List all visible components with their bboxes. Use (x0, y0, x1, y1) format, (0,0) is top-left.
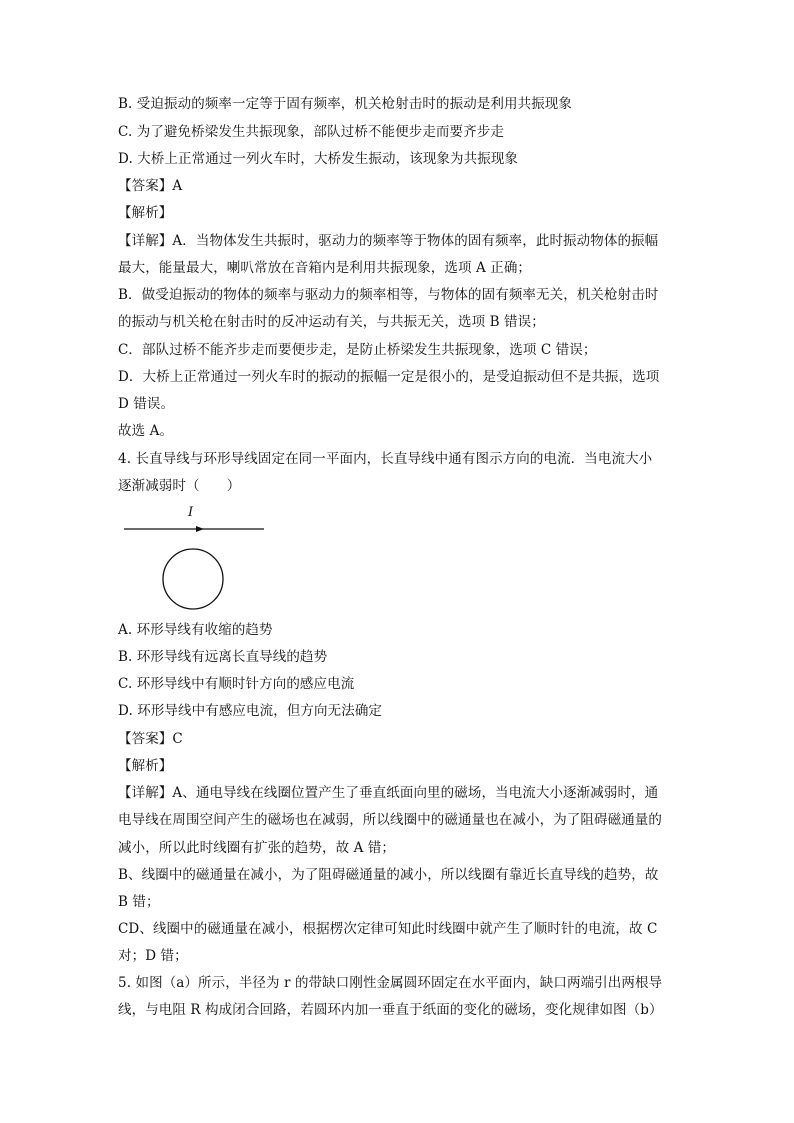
explanation-line: B．做受迫振动的物体的频率与驱动力的频率相等，与物体的固有频率无关，机关枪射击时 (118, 287, 659, 303)
question-4: 逐渐减弱时（ ） (118, 478, 241, 494)
option-c: C. 为了避免桥梁发生共振现象，部队过桥不能便步走而要齐步走 (118, 124, 504, 140)
figure-drawing (118, 505, 278, 617)
explanation-line: 电导线在周围空间产生的磁场也在减弱，所以线圈中的磁通量也在减小，为了阻碍磁通量的 (118, 812, 662, 828)
explanation-line: 减小，所以此时线圈有扩张的趋势，故 A 错； (118, 840, 396, 856)
option-b: B. 受迫振动的频率一定等于固有频率，机关枪射击时的振动是利用共振现象 (118, 96, 573, 112)
current-arrow (196, 526, 204, 532)
wire-loop-figure (118, 505, 278, 617)
explanation-line: CD、线圈中的磁通量在减小，根据楞次定律可知此时线圈中就产生了顺时针的电流，故 C (118, 921, 658, 937)
conclusion: 故选 A。 (118, 423, 174, 439)
question-4: 4. 长直导线与环形导线固定在同一平面内，长直导线中通有图示方向的电流．当电流大小 (118, 451, 653, 467)
explanation-line: 对；D 错； (118, 948, 188, 964)
answer: 【答案】C (118, 731, 183, 747)
answer: 【答案】A (118, 178, 183, 194)
explanation-line: B、线圈中的磁通量在减小，为了阻碍磁通量的减小，所以线圈有靠近长直导线的趋势，故 (118, 867, 659, 883)
explanation-line: 【详解】A．当物体发生共振时，驱动力的频率等于物体的固有频率，此时振动物体的振幅 (118, 233, 659, 249)
explanation-line: 最大，能量最大，喇叭常放在音箱内是利用共振现象，选项 A 正确； (118, 260, 532, 276)
explanation-line: C．部队过桥不能齐步走而要便步走，是防止桥梁发生共振现象，选项 C 错误； (118, 342, 597, 358)
option-d: D. 大桥上正常通过一列火车时，大桥发生振动，该现象为共振现象 (118, 151, 519, 167)
option-d: D. 环形导线中有感应电流，但方向无法确定 (118, 703, 383, 719)
explanation-line: D．大桥上正常通过一列火车时的振动的振幅一定是很小的，是受迫振动但不是共振，选项 (118, 369, 660, 385)
current-label: I (188, 505, 194, 520)
analysis-heading: 【解析】 (118, 758, 173, 774)
explanation-line: 【详解】A、通电导线在线圈位置产生了垂直纸面向里的磁场，当电流大小逐渐减弱时，通 (118, 785, 659, 801)
explanation-line: D 错误。 (118, 396, 175, 412)
ring-wire (163, 549, 223, 609)
option-c: C. 环形导线中有顺时针方向的感应电流 (118, 676, 355, 692)
question-5: 线，与电阻 R 构成闭合回路，若圆环内加一垂直于纸面的变化的磁场，变化规律如图（b） (118, 1002, 663, 1018)
option-b: B. 环形导线有远离长直导线的趋势 (118, 649, 328, 665)
question-5: 5. 如图（a）所示，半径为 r 的带缺口刚性金属圆环固定在水平面内，缺口两端引出两根导 (118, 975, 663, 991)
analysis-heading: 【解析】 (118, 205, 173, 221)
explanation-line: 的振动与机关枪在射击时的反冲运动有关，与共振无关，选项 B 错误； (118, 314, 545, 330)
option-a: A. 环形导线有收缩的趋势 (118, 622, 273, 638)
explanation-line: B 错； (118, 894, 160, 910)
